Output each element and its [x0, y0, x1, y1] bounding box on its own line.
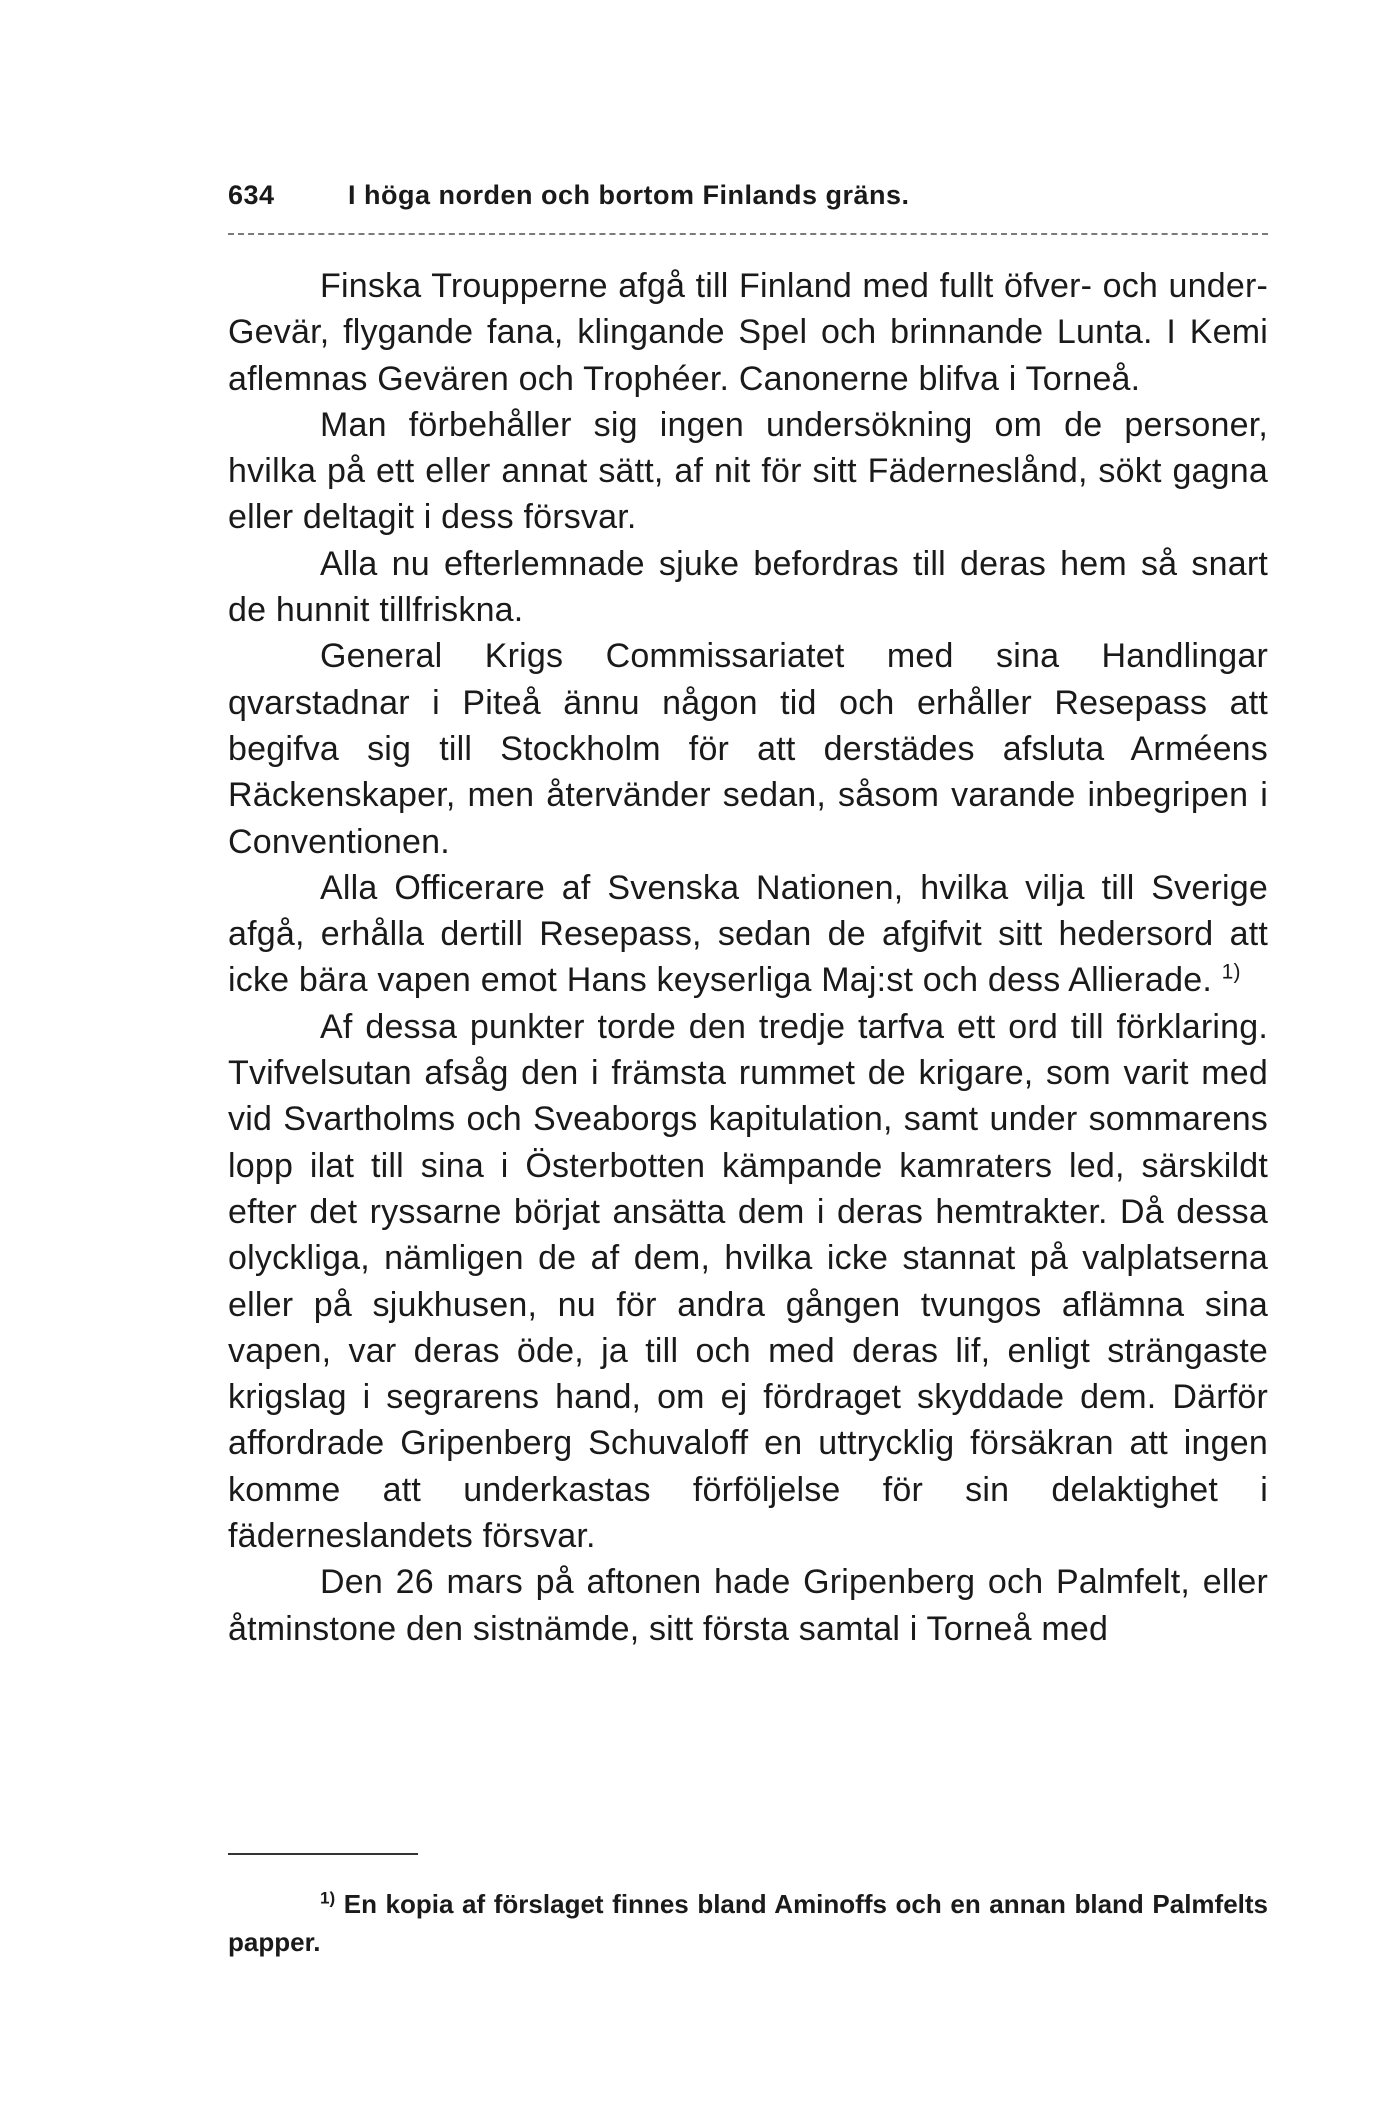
body-text: [228, 263, 1268, 1652]
paragraph-text: Alla Officerare af Svenska Nationen, hvilka vilja till Sverige afgå, erhålla dertill Resepass, sedan de afgifvit sitt hedersord att icke bära vapen emot Hans keyserliga Maj:st och dess Allierade.: [228, 868, 1268, 1000]
paragraph: Finska Troupperne afgå till Finland med fullt öfver- och under-Gevär, flygande fana, klingande Spel och brinnande Lunta. I Kemi aflemnas Gevären och Trophéer. Canonerne blifva i Torneå.: [228, 267, 1268, 398]
footnote-marker: 1): [320, 1888, 336, 1908]
footnote-body: [228, 1885, 1268, 1961]
footnote-text: En kopia af förslaget finnes bland Aminoffs och en annan bland Palmfelts papper.: [228, 1889, 1268, 1957]
footnote-reference[interactable]: 1): [1221, 961, 1241, 985]
paragraph: General Krigs Commissariatet med sina Handlingar qvarstadnar i Piteå ännu någon tid och erhåller Resepass att begifva sig till Stockholm för att derstädes afsluta Arméens Räckenskaper, men återvänder sedan, såsom varande inbegripen i Conventionen.: [228, 637, 1268, 861]
header-rule: [228, 233, 1268, 235]
footnote: [228, 1885, 1268, 1961]
page-header: [228, 180, 1268, 220]
page-number: 634: [228, 180, 275, 210]
paragraph: Man förbehåller sig ingen undersökning om de personer, hvilka på ett eller annat sätt, af nit för sitt Fäderneslånd, sökt gagna eller deltagit i dess försvar.: [228, 405, 1268, 537]
running-title: I höga norden och bortom Finlands gräns.: [348, 180, 910, 210]
footnote-rule: [228, 1853, 418, 1855]
paragraph: Alla nu efterlemnade sjuke befordras till deras hem så snart de hunnit tillfriskna.: [228, 544, 1268, 630]
paragraph: Af dessa punkter torde den tredje tarfva ett ord till förklaring. Tvifvelsutan afsåg den i främsta rummet de krigare, som varit med vid Svartholms och Sveaborgs kapitulation, samt under sommarens lopp ilat till sina i Österbotten kämpande kamraters led, särskildt efter det ryssarne börjat ansätta dem i deras hemtrakter. Då dessa olyckliga, nämligen de af dem, hvilka icke stannat på valplatserna eller på sjukhusen, nu för andra gången tvungos aflämna sina vapen, var deras öde, ja till och med deras lif, enligt strängaste krigslag i segrarens hand, om ej fördraget skyddade dem. Därför affordrade Gripenberg Schuvaloff en uttrycklig försäkran att ingen komme att underkastas förföljelse för sin delaktighet i fäderneslandets försvar.: [228, 1007, 1268, 1556]
paragraph-with-footnote: [228, 865, 1268, 1004]
paragraph: Den 26 mars på aftonen hade Gripenberg och Palmfelt, eller åtminstone den sistnämde, sitt första samtal i Torneå med: [228, 1563, 1268, 1648]
